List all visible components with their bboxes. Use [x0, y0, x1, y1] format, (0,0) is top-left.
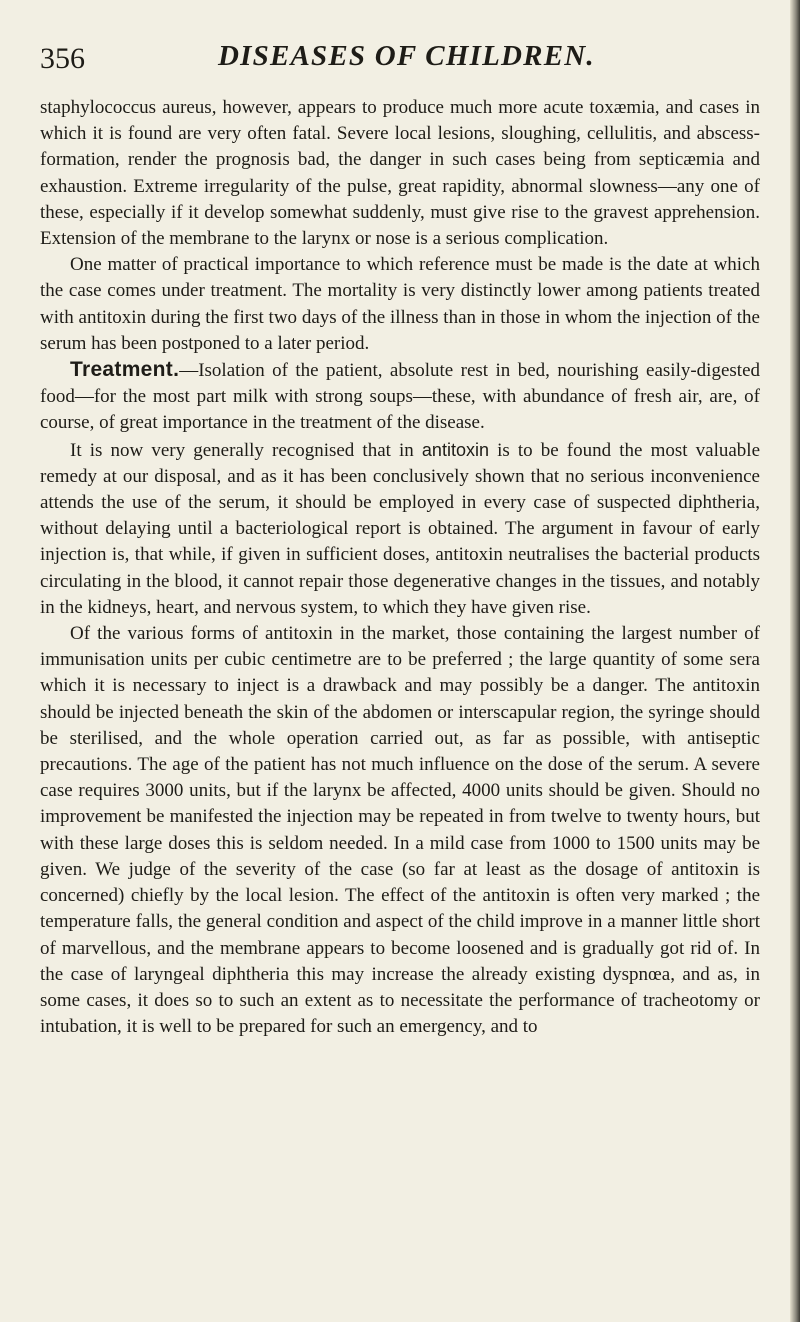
page-number: 356 [40, 42, 85, 75]
page-edge-shadow [790, 0, 800, 1322]
paragraph-treatment [40, 357, 760, 437]
page-header [40, 28, 760, 78]
running-head: DISEASES OF CHILDREN. [218, 40, 595, 72]
keyword-antitoxin: antitoxin [421, 439, 489, 460]
paragraph-treatment-timing: One matter of practical importance to which reference must be made is the date at which the case comes under treatment. The mortality is very distinctly lower among patients treated with antitoxin during the first two days of the illness than in those in whom the injection of the serum has been postponed to a later period. [40, 254, 760, 354]
paragraph-prognosis: staphylococcus aureus, however, appears to produce much more acute toxæmia, and cases in which it is found are very often fatal. Severe local lesions, sloughing, cellulitis, and abscess-formation, render the prognosis bad, the danger in such cases being from septicæmia and exhaustion. Extreme irregularity of the pulse, great rapidity, abnormal slowness—any one of these, especially if it develop somewhat suddenly, must give rise to the gravest apprehension. Extension of the membrane to the larynx or nose is a serious complication. [40, 97, 760, 250]
paragraph-text-before: It is now very generally recognised that in [70, 439, 422, 461]
paragraph-dosage: Of the various forms of antitoxin in the market, those containing the largest number of immunisation units per cubic centimetre are to be preferred ; the large quantity of some sera which it is necessary to inject is a drawback and may possibly be a danger. The antitoxin should be injected beneath the skin of the abdomen or interscapular region, the syringe should be sterilised, and the whole operation carried out, as far as possible, with antiseptic precautions. The age of the patient has not much influence on the dose of the serum. A severe case requires 3000 units, but if the larynx be affected, 4000 units should be given. Should no improvement be manifested the injection may be repeated in from twelve to twenty hours, but with these large doses this is seldom needed. In a mild case from 1000 to 1500 units may be given. We judge of the severity of the case (so far at least as the dosage of antitoxin is concerned) chiefly by the local lesion. The effect of the antitoxin is often very marked ; the temperature falls, the general condition and aspect of the child improve in a manner little short of marvellous, and the membrane appears to become loosened and is gradually got rid of. In the case of laryngeal diphtheria this may increase the already existing dyspnœa, and as, in some cases, it does so to such an extent as to necessitate the performance of tracheotomy or intubation, it is well to be prepared for such an emergency, and to [40, 623, 760, 1038]
body-text [40, 95, 760, 1040]
paragraph-antitoxin [40, 437, 760, 621]
paragraph-text-after: is to be found the most valuable remedy at our disposal, and as it has been conclusively shown that no serious inconvenience attends the use of the serum, it should be employed in every case of suspected diphtheria, without delaying until a bacteriological report is obtained. The argument in favour of early injection is, that while, if given in sufficient doses, antitoxin neutralises the bacterial products circulating in the blood, it cannot repair those degenerative changes in the tissues, and notably in the kidneys, heart, and nervous system, to which they have given rise. [40, 439, 760, 618]
section-heading-treatment: Treatment. [70, 358, 180, 382]
paragraph-text: —Isolation of the patient, absolute rest in bed, nourishing easily-digested food—for the most part milk with strong soups—these, with abundance of fresh air, are, of course, of great importance in the treatment of the disease. [40, 360, 760, 434]
